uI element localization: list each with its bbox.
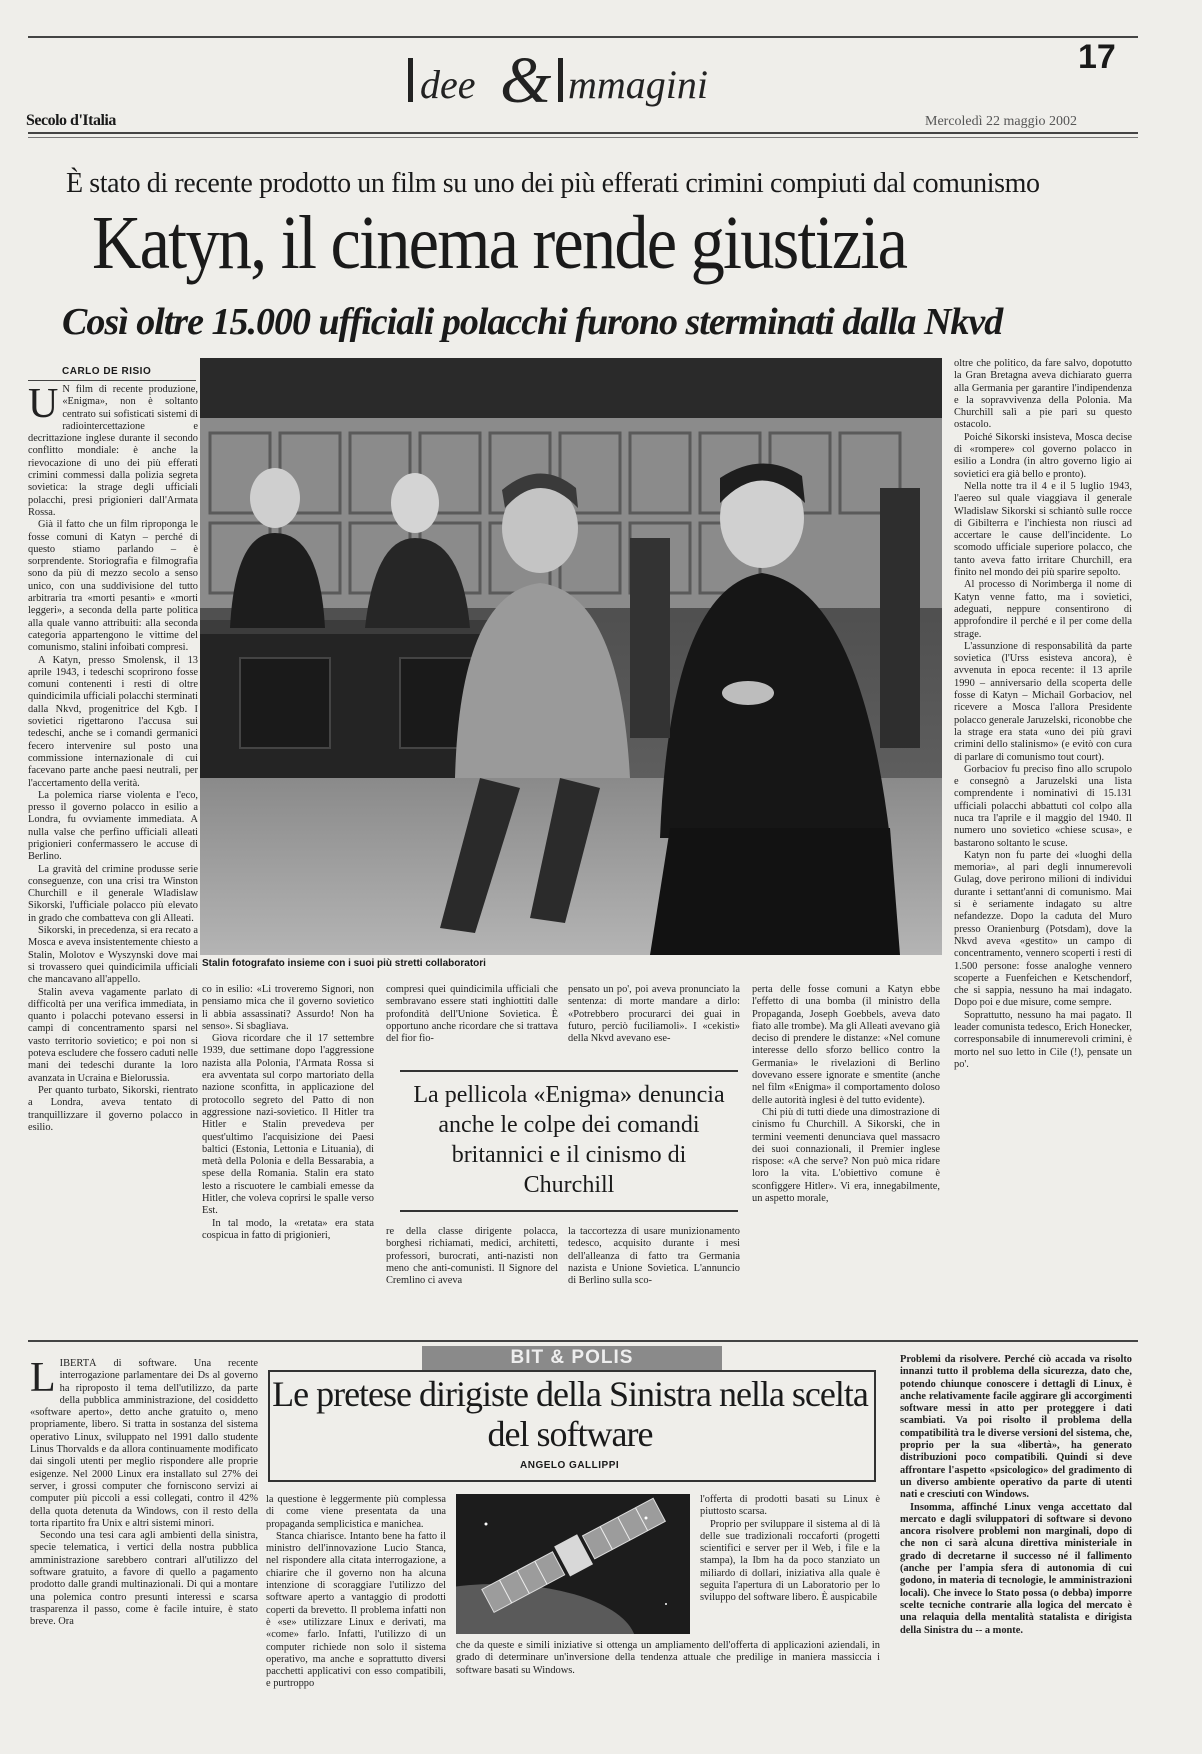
satellite-illustration	[456, 1494, 690, 1634]
masthead-name: Secolo d'Italia	[26, 112, 116, 129]
pull-quote: La pellicola «Enigma» denuncia anche le colpe dei comandi britannici e il cinismo di Churchill	[413, 1082, 725, 1198]
section-word-2: mmagini	[568, 62, 708, 107]
section-title	[408, 28, 768, 108]
photo-caption: Stalin fotografato insieme con i suoi più stretti collaboratori	[202, 958, 486, 969]
drop-cap: U	[28, 384, 59, 427]
issue-date: Mercoledì 22 maggio 2002	[925, 114, 1078, 129]
article-column-3-bottom: re della classe dirigente polacca, borghesi richiamati, medici, architetti, professori, burocrati, anti-nazisti non meno che anti-comunisti. Il Signore del Cremlino ci aveva	[386, 1226, 558, 1287]
page-number: 17	[1078, 38, 1116, 76]
header-bottom-rule	[28, 132, 1138, 134]
subheadline: Così oltre 15.000 ufficiali polacchi furono sterminati dalla Nkvd	[62, 301, 1003, 343]
bit-polis-column-2: la questione è leggermente più complessa di come viene presentata da una propaganda semplicistica e manichea. Stanca chiarisce. Intanto bene ha fatto il ministro dell'innovazione Lucio Stanca, nel rispondere alla citata interrogazione, a chiarire che il governo non ha alcuna intenzione di scoraggiare l'utilizzo del software aperto a vantaggio di prodotti coperti da brevetto. Il problema infatti non è «se» utilizzare Linux e derivati, ma «come» farlo. Infatti, l'utilizzo di un computer richiede non solo il sistema operativo, ma anche e soprattutto diversi pacchetti applicativi con esso compatibili, e purtroppo	[266, 1494, 446, 1690]
article-column-4: pensato un po', poi aveva pronunciato la sentenza: di morte mandare a dirlo: «Potrebbero procurarci dei guai in futuro, perciò fuciliamoli». I «cekisti» della Nkvd avevano ese-	[568, 984, 740, 1045]
section-word-1: dee	[420, 62, 476, 107]
bit-polis-column-3: l'offerta di prodotti basati su Linux è piuttosto scarsa. Proprio per sviluppare il sistema al di là delle sue tradizionali roccaforti (progetti scientifici e server per il Web, i file e la stampa), la Ibm ha da poco stanziato un miliardo di dollari, iniziativa alla quale è seguita l'apertura di un Laboratorio per lo sviluppo del software libero. È auspicabile	[700, 1494, 880, 1604]
bit-polis-drop-cap: L	[30, 1358, 56, 1401]
article-column-4-bottom: la taccortezza di usare munizionamento tedesco, acquisito durante i mesi dell'alleanza di fatto tra Germania nazista e Unione Sovietica. L'annuncio di Berlino sulla sco-	[568, 1226, 740, 1287]
ampersand-glyph: &	[500, 44, 552, 108]
bit-polis-byline: ANGELO GALLIPPI	[520, 1460, 620, 1471]
article-column-5: perta delle fosse comuni a Katyn ebbe l'effetto di una bomba (il ministro della Propaganda, Joseph Goebbels, aveva dato fiato alle trombe). Ma gli Alleati avevano già deciso di prendere le distanze: «Nel comune interesse dello sforzo bellico contro la Germania» le rivelazioni di Berlino dovevano essere ignorate e smentite (anche nel film «Enigma» il comportamento doloso delle autorità inglesi è del tutto evidente). Chi più di tutti diede una dimostrazione di cinismo fu Churchill. A Sikorski, che in termini veementi denunciava quel massacro dei suoi connazionali, il Premier inglese rispose: «A che serve? Non può mica ridare loro la vita. L'obiettivo comune è sconfiggere Hitler». Vi era, innegabilmente, un aspetto morale,	[752, 984, 940, 1205]
bit-polis-column-wide: che da queste e simili iniziative si ottenga un ampliamento dell'offerta di applicazioni aziendali, in grado di determinare un'inversione della tendenza attuale che predilige in maniera massiccia i software basati su Windows.	[456, 1640, 880, 1676]
bit-polis-headline: Le pretese dirigiste della Sinistra nella scelta del software	[272, 1374, 868, 1454]
article-column-2: co in esilio: «Li troveremo Signori, non pensiamo mica che il governo sovietico li abbia assassinati? Assurdo! Non ha senso». Si sbagliava. Giova ricordare che il 17 settembre 1939, due settimane dopo l'aggressione nazista alla Polonia, l'Armata Rossa si era avventata sul corpo martoriato della nazione sconfitta, in applicazione del protocollo segreto del Patto di non aggressione nazi-sovietico. Il Hitler tra Hitler e Stalin prevedeva per quest'ultimo l'acquisizione dei Paesi baltici (Estonia, Lettonia e Lituania), di metà della Polonia e della Bessarabia, a spese della Romania. Stalin era stato lesto a riscuotere le cambiali emesse da Hitler, che voleva coprirsi le spalle verso Est. In tal modo, la «retata» era stata cospicua in fatto di prigionieri,	[202, 984, 374, 1241]
article-column-right: oltre che politico, da fare salvo, dopotutto la Gran Bretagna aveva dichiarato guerra alla Germania per garantire l'indipendenza e la sopravvivenza della Polonia. Ma Churchill salì a pie pari su questo ostacolo. Poiché Sikorski insisteva, Mosca decise di «rompere» col governo polacco in esilio a Londra (in altro governo ligio ai sovietici era già bello e pronto). Nella notte tra il 4 e il 5 luglio 1943, l'aereo sul quale viaggiava il generale Wladislaw Sikorski si schiantò sulle rocce di Gibilterra e l'inchiesta non riuscì ad accertare le cause dell'incidente. Lo scomodo ufficiale superiore polacco, che tanto aveva fatto irritare Churchill, era finito nel mondo dei più sparire sepolto. Al processo di Norimberga il nome di Katyn venne fatto, ma i sovietici, adeguati, neppure consentirono di approfondire il perché e il per come della strage. L'assunzione di responsabilità da parte sovietica (l'Urss esisteva ancora), è avvenuta in epoca recente: il 13 aprile 1990 – anniversario della scoperta delle fosse di Katyn – Michail Gorbaciov, nel ricevere a Mosca l'allora Presidente polacco generale Jaruzelski, riconobbe che la strage era stata «uno dei più gravi crimini dello stalinismo» (e evitò con cura di parlare di comunismo tout court). Gorbaciov fu preciso fino allo scrupolo e consegnò a Jaruzelski una lista comprendente i nominativi di 15.131 ufficiali polacchi abbattuti col colpo alla nuca tra l'aprile e il maggio del 1940. Il numero uno sovietico «chiese scusa», e bastarono soltanto le scuse. Katyn non fu parte dei «luoghi della memoria», al pari degli innumerevoli Gulag, dove perirono milioni di individui durante i settant'anni di comunismo. Mai si è seriamente indagato su altre nefandezze. Dopo la caduta del Muro presso Oranienburg (Potsdam), dove la Nkvd aveva «gestito» un campo di concentramento, vennero scoperti i resti di 1.500 persone: fosse analoghe vennero scoperte a Fuenfeichen e Ketschendorf, che si sappia, nessuno ha mai indagato. Dopo poi e due misure, come sempre. Soprattutto, nessuno ha mai pagato. Il leader comunista tedesco, Erich Honecker, corresponsabile di innumerevoli crimini, è morto nel suo letto in Cile (!), pensate un po'.	[954, 358, 1132, 1070]
kicker: È stato di recente prodotto un film su uno dei più efferati crimini compiuti dal comunismo	[66, 168, 1040, 199]
bit-polis-column-4: Problemi da risolvere. Perché ciò accada va risolto innanzi tutto il problema della sicurezza, dato che, potendo chiunque conoscere i dettagli di Linux, è anche relativamente facile aggirare gli accorgimenti software messi in atto per proteggere i dati scambiati. Va poi risolto il problema della compatibilità tra le diverse versioni del sistema, che, proprio per la sua «libertà», ha generato distribuzioni poco compatibili. Quindi si deve affrontare l'aspetto «psicologico» del gradimento di un diverso ambiente operativo da parte di utenti nati e cresciuti con Windows. Insomma, affinché Linux venga accettato dal mercato e dagli sviluppatori di software si devono ancora risolvere problemi non marginali, dopo di che non ci sarà alcuna direttiva ministeriale in grado di decretarne il successo né il fallimento (anche per l'ampia sfera di autonomia di cui godono, in materia di tecnologie, le amministrazioni locali). Che invece lo Stato possa (o debba) imporre scelte tecniche contrarie alla logica del mercato è una relaquia della mentalità statalista e dirigista della Sinistra du -- a monte.	[900, 1354, 1132, 1636]
headline: Katyn, il cinema rende giustizia	[92, 201, 907, 285]
bit-polis-column-1: LIBERTÀ di software. Una recente interrogazione parlamentare dei Ds al governo ha riproposto il tema dell'utilizzo, da parte della pubblica amministrazione, del cosiddetto «software aperto», detto anche gratuito o, meno propriamente, libero. Si tratta in sostanza del sistema operativo Linux, sviluppato nel 1991 dallo studente Linus Thorvalds e da allora continuamente modificato dai singoli utenti per meglio rispondere alle proprie esigenze. Nel 2000 Linux era installato sul 27% dei server, i grossi computer che forniscono servizi ai computer più piccoli a essi collegati, contro il 42% della quota detenuta da Windows, con il resto della torta ripartito fra Unix e altri sistemi minori. Secondo una tesi cara agli ambienti della sinistra, specie telematica, i vertici della nostra pubblica amministrazione sarebbero contrari all'utilizzo del software gratuito, a favore di quello a pagamento prodotto dalle grandi multinazionali. Di qui a montare una polemica contro presunti interessi e scarsa trasparenza il passo, come è facile intuire, è stato breve. Ora	[30, 1358, 258, 1628]
bit-polis-label: BIT & POLIS	[422, 1346, 722, 1370]
photo-stalin-collaborators	[200, 358, 942, 955]
byline: CARLO DE RISIO	[62, 366, 152, 377]
article-column-1: U N film di recente produzione, «Enigma», non è soltanto centrato sui sofisticati sistemi di radiointercettazione e decrittazione inglese durante il secondo conflitto mondiale: è anche la rievocazione di uno dei più efferati crimini commessi dalla polizia segreta sovietica: la strage degli ufficiali polacchi, presi prigionieri dall'Armata Rossa. Già il fatto che un film riproponga le fosse comuni di Katyn – perché di questo stiamo parlando – è sorprendente. Storiografia e filmografia sono da più di mezzo secolo a senso unico, con una suddivisione del tutto arbitraria tra «morti pesanti» e «morti leggeri», a seconda della parte politica alla quale vanno attribuiti: alla seconda categoria appartengono le vittime del comunismo, stalini infoibati compresi. A Katyn, presso Smolensk, il 13 aprile 1943, i tedeschi scoprirono fosse comuni contenenti i resti di oltre quindicimila ufficiali polacchi sterminati dalla Nkvd, progenitrice del Kgb. I sovietici rigettarono l'accusa sui tedeschi, anche se i comandi germanici fecero intervenire sul posto una commissione internazionale di cui facevano parte anche paesi neutrali, per l'accertamento della verità. La polemica riarse violenta e l'eco, presso il governo polacco in esilio a Londra, fu ovviamente immediata. A nulla valse che perfino ufficiali alleati prigionieri confermassero le accuse di Berlino. La gravità del crimine produsse serie conseguenze, con una crisi tra Winston Churchill e il generale Wladislaw Sikorski, l'ufficiale polacco più elevato in grado che combatteva con gli Alleati. Sikorski, in precedenza, si era recato a Mosca e aveva insistentemente chiesto a Stalin, Molotov e Wyszynski dove mai si trovassero quei quindicimila ufficiali che mancavano all'appello. Stalin aveva vagamente parlato di difficoltà per una verifica immediata, in quanto i polacchi potevano essersi in campi di concentramento sparsi nel vasto territorio sovietico; e poi non si poteva escludere che fossero caduti nelle mani dei tedeschi durante la loro avanzata in Ucraina e Bielorussia. Per quanto turbato, Sikorski, rientrato a Londra, aveva tentato di tranquillizzare il governo polacco in esilio.	[28, 384, 198, 1133]
article-column-3: compresi quei quindicimila ufficiali che sembravano essere stati inghiottiti dalle profondità dell'Unione Sovietica. È opportuno anche ricordare che si trattava del fior fio-	[386, 984, 558, 1045]
